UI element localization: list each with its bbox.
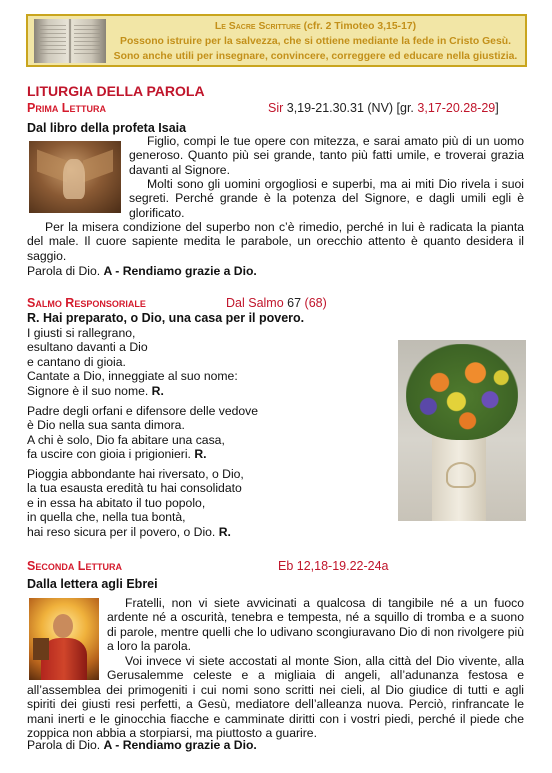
first-reading-p2: Molti sono gli uomini orgogliosi e superbi, ma ai miti Dio rivela i suoi segreti. Perché grande è la potenza del Signore, e dagli umili egli è glorificato. xyxy=(129,177,524,220)
banner-line-2: Possono istruire per la salvezza, che si ottiene mediante la fede in Cristo Gesù. xyxy=(120,36,511,47)
ref-greek: 3,17-20.28-29 xyxy=(417,101,496,115)
first-reading-title: Prima Lettura xyxy=(27,101,106,115)
psalm-line: in quella che, nella tua bontà, xyxy=(27,510,186,525)
relief-figure xyxy=(63,159,85,199)
response-mark: R. xyxy=(194,447,207,462)
p2-wrap xyxy=(107,654,524,683)
psalm-line: Cantate a Dio, inneggiate al suo nome: xyxy=(27,369,238,384)
psalm-line: Pioggia abbondante hai riversato, o Dio, xyxy=(27,467,244,481)
isaiah-relief-image xyxy=(29,141,121,213)
second-reading-closing xyxy=(27,738,257,752)
psalm-line: fa uscire con gioia i prigionieri. xyxy=(27,447,195,462)
psalm-line: I giusti si rallegrano, xyxy=(27,326,136,340)
banner-ref: (cfr. 2 Timoteo 3,15-17) xyxy=(300,21,417,32)
banner-text xyxy=(110,19,521,64)
psalm-line: e cantano di gioia. xyxy=(27,354,126,369)
psalm-line: esultano davanti a Dio xyxy=(27,340,148,355)
ref-end: ] xyxy=(495,101,499,115)
psalm-line: A chi è solo, Dio fa abitare una casa, xyxy=(27,432,225,447)
second-reading-p2 xyxy=(27,654,524,740)
p2-text-beside-image: Voi invece vi siete accostati al monte Sion, alla città del Dio vivente, alla Gerusalemme celeste e a migliaia di angeli, all’adunanza festosa e xyxy=(107,654,524,683)
first-reading-subtitle: Dal libro della profeta Isaia xyxy=(27,121,187,135)
page-heading: LITURGIA DELLA PAROLA xyxy=(27,83,205,99)
flower-arrangement xyxy=(406,344,518,440)
flower-altar-image xyxy=(398,340,526,521)
psalm-line: hai reso sicura per il povero, o Dio. xyxy=(27,524,219,539)
banner-line-3: Sono anche utili per insegnare, convincere, correggere ed educare nella giustizia. xyxy=(113,51,518,62)
first-reading-closing xyxy=(27,264,257,278)
ref-book: Sir xyxy=(268,101,284,115)
first-reading-p1: Figlio, compi le tue opere con mitezza, e sarai amato più di un uomo generoso. Quanto più sei grande, tanto più fatti umile, e troverai grazia davanti al Signore. xyxy=(129,134,524,177)
psalm-title: Salmo Responsoriale xyxy=(27,296,146,310)
psalm-response: R. Hai preparato, o Dio, una casa per il povero. xyxy=(27,311,305,325)
marian-emblem xyxy=(446,462,476,488)
psalm-ref-prefix: Dal Salmo xyxy=(226,296,288,310)
p2-text-full-width: all’assemblea dei primogeniti i cui nomi sono scritti nei cieli, al Dio giudice di tutti e agli spiriti dei giusti resi perfetti, a Gesù, mediatore dell’alleanza nuova. Perciò, rinfrancate le mani inerti e le ginocchia fiacche e camminate diritti con i vostri piedi, perché il piede che zoppica non abbia a storpiarsi, ma piuttosto a guarire. xyxy=(27,682,524,741)
psalm-stanza-3 xyxy=(27,467,244,539)
psalm-ref-num: 67 xyxy=(287,296,305,310)
first-reading-p3: Per la misera condizione del superbo non c’è rimedio, perché in lui è radicata la pianta del male. Il cuore sapiente medita le parabole, un orecchio attento è quanto desidera il saggio. xyxy=(27,220,524,263)
psalm-ref xyxy=(226,296,327,310)
second-reading-ref: Eb 12,18-19.22-24a xyxy=(278,559,389,573)
psalm-line: e in essa ha abitato il tuo popolo, xyxy=(27,495,206,510)
closing-response: A - Rendiamo grazie a Dio. xyxy=(103,738,257,752)
psalm-line: la tua esausta eredità tu hai consolidato xyxy=(27,481,242,496)
ref-main: 3,19-21.30.31 (NV) [gr. xyxy=(283,101,418,115)
closing-response: A - Rendiamo grazie a Dio. xyxy=(103,264,257,278)
psalm-line: Padre degli orfani e difensore delle vedove xyxy=(27,404,259,418)
response-mark: R. xyxy=(151,383,164,398)
closing-plain: Parola di Dio. xyxy=(27,264,104,278)
icon-face xyxy=(53,614,73,638)
psalm-line: Signore è il suo nome. xyxy=(27,383,152,398)
first-reading-ref xyxy=(268,101,499,115)
closing-plain: Parola di Dio. xyxy=(27,738,104,752)
banner-title: Le Sacre Scritture xyxy=(214,21,301,32)
open-book-image xyxy=(34,19,106,63)
psalm-stanza-2 xyxy=(27,404,258,462)
psalm-stanza-1 xyxy=(27,326,238,398)
response-mark: R. xyxy=(218,524,231,539)
psalm-line: è Dio nella sua santa dimora. xyxy=(27,418,185,433)
second-reading-p1: Fratelli, non vi siete avvicinati a qualcosa di tangibile né a un fuoco ardente né a oscurità, tenebra e tempesta, né a squillo di tromba e a suono di parole, mentre quelli che lo udivano scongiuravano Dio di non rivolgere più a loro la parola. xyxy=(107,596,524,654)
second-reading-subtitle: Dalla lettera agli Ebrei xyxy=(27,577,158,591)
second-reading-title: Seconda Lettura xyxy=(27,559,122,573)
scripture-banner xyxy=(26,14,527,67)
psalm-ref-alt: (68) xyxy=(304,296,327,310)
relief-detail-right xyxy=(83,150,113,183)
